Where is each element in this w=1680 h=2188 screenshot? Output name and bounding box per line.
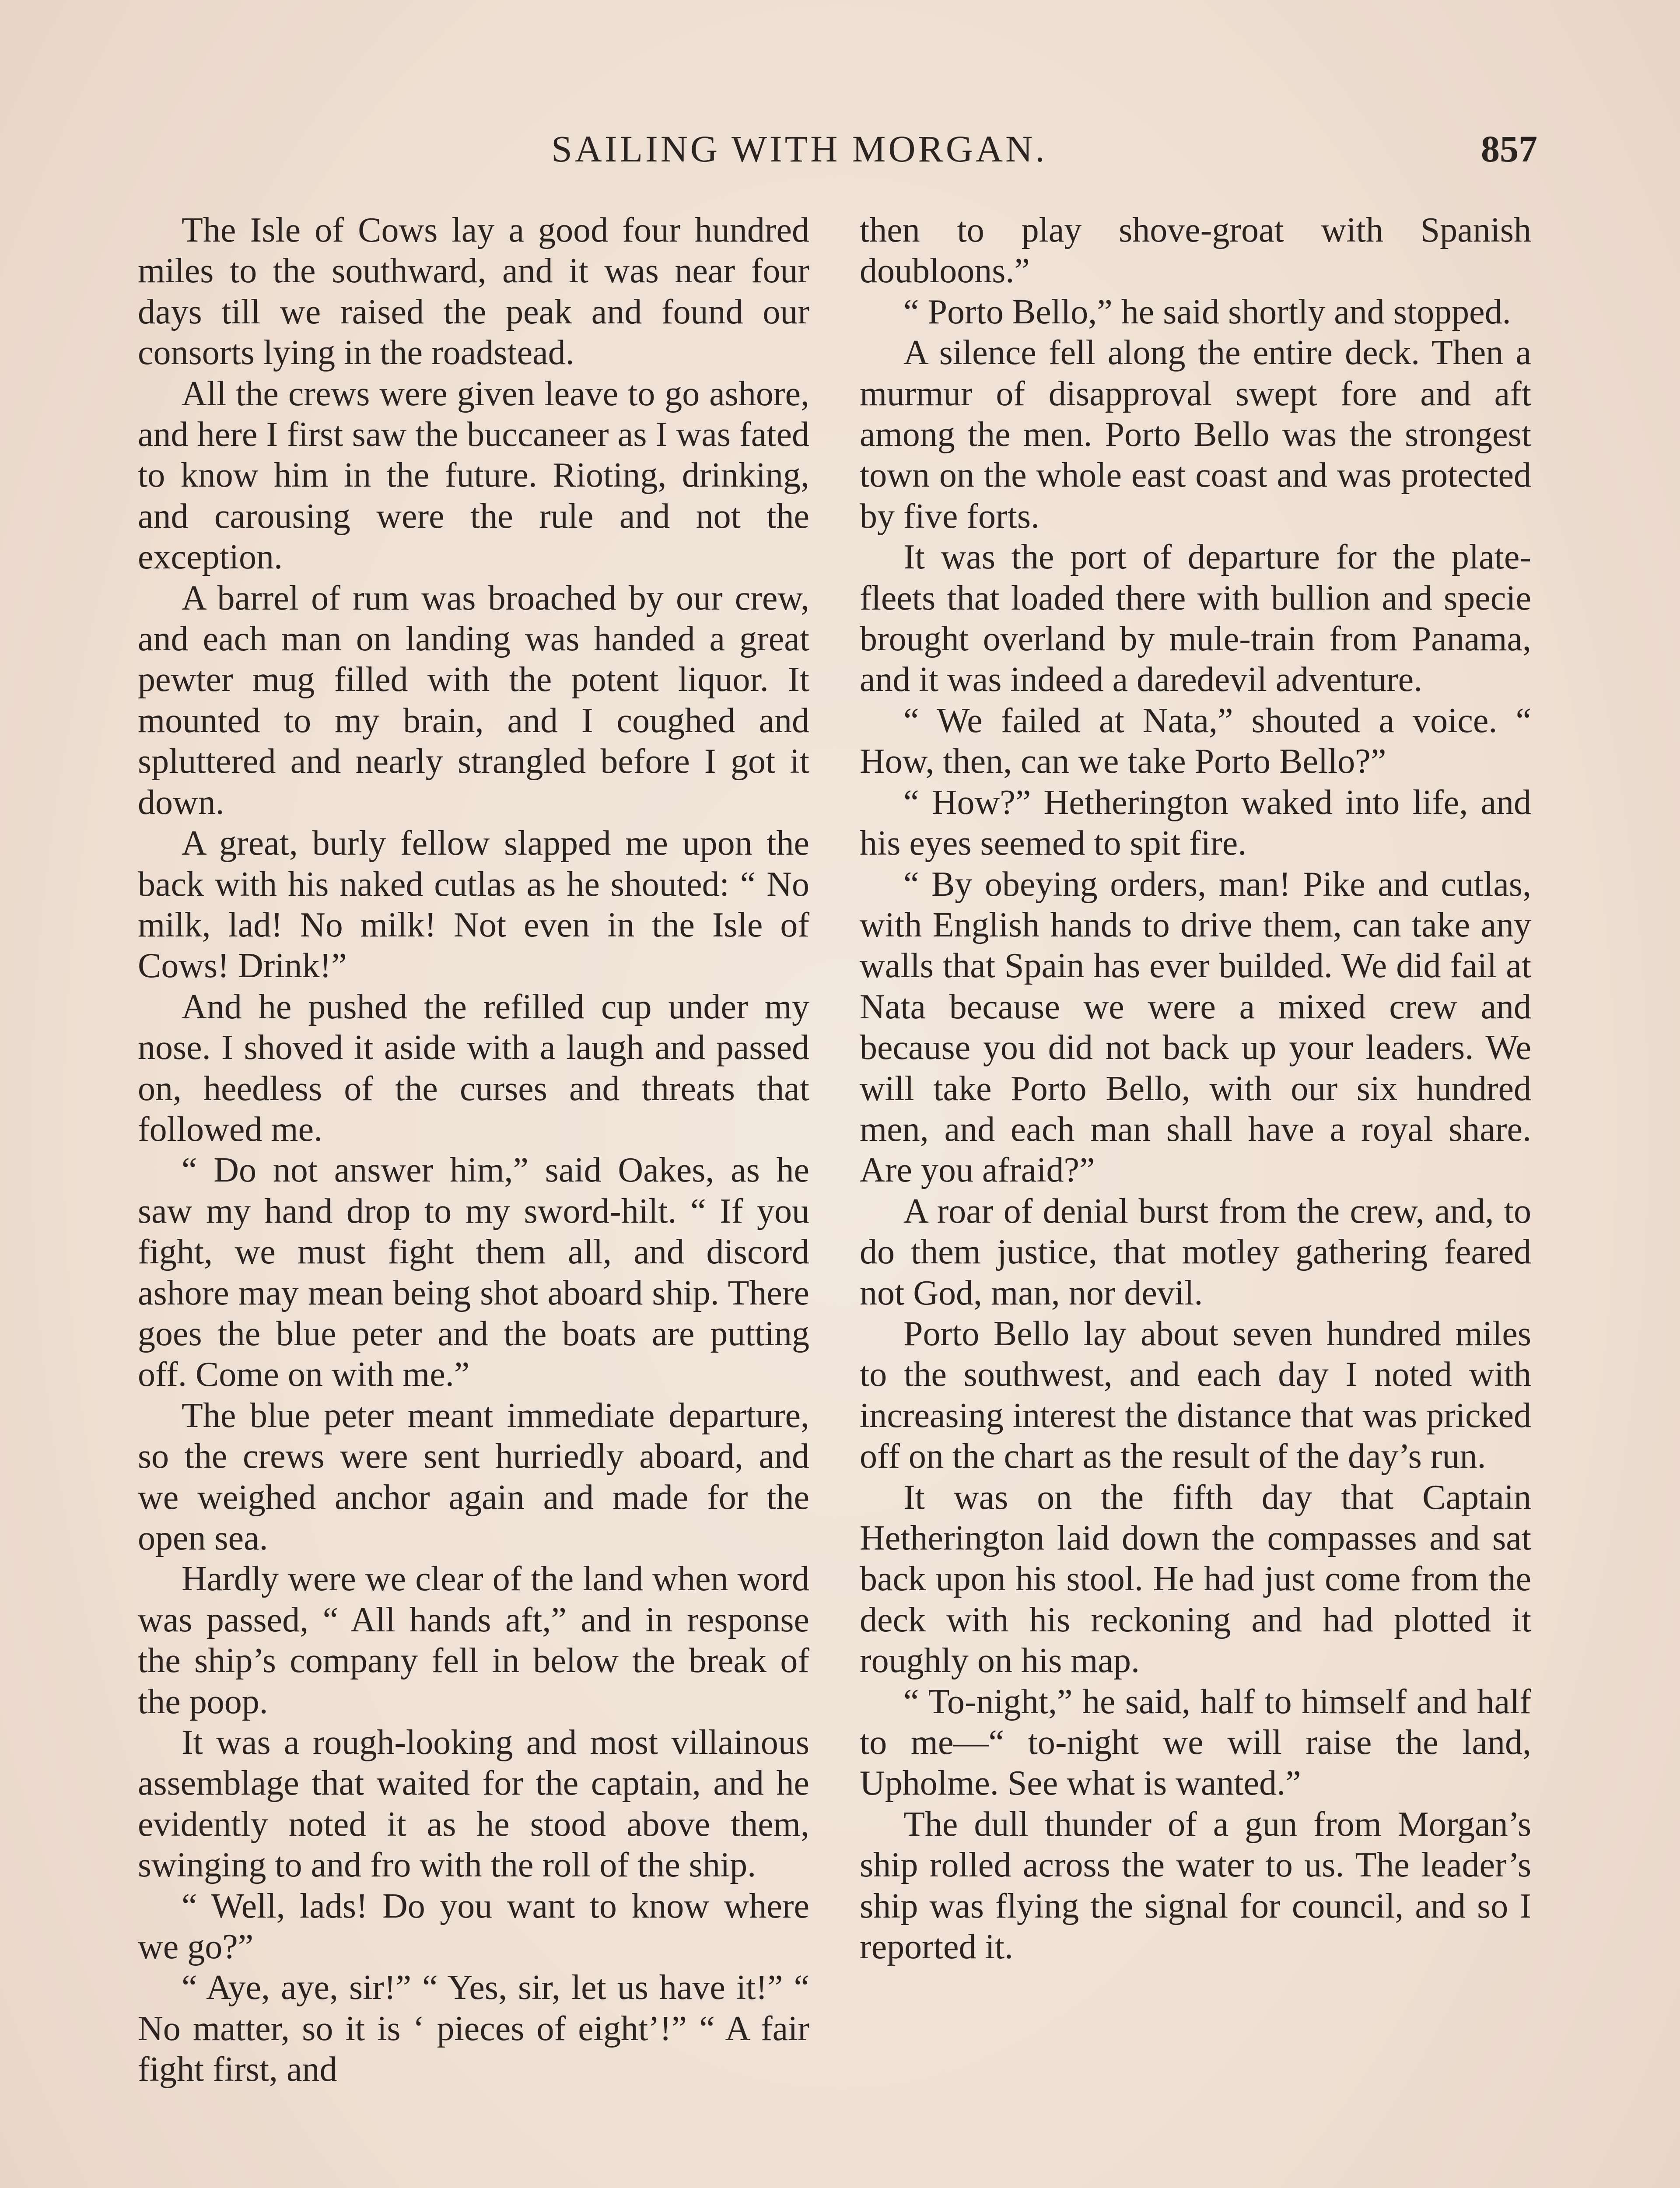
- paragraph: The Isle of Cows lay a good four hundred miles to the southward, and it was near four days till we raised the peak and found our consorts lying in the roadstead.: [138, 211, 809, 372]
- page-number: 857: [1481, 128, 1537, 170]
- paragraph: The blue peter meant immediate departure, so the crews were sent hurriedly aboard, and we weighed anchor again and made for the open sea.: [138, 1396, 809, 1557]
- paragraph: The dull thunder of a gun from Morgan’s ship rolled across the water to us. The leader’s ship was flying the signal for council, and so I reported it.: [860, 1805, 1531, 1967]
- paragraph: A great, burly fellow slapped me upon the back with his naked cutlas as he shouted: “ No milk, lad! No milk! Not even in the Isle of Cows! Drink!”: [138, 824, 809, 985]
- paragraph: It was a rough-looking and most villainous assemblage that waited for the captain, and he evidently noted it as he stood above them, swinging to and fro with the roll of the ship.: [138, 1723, 809, 1885]
- paragraph: “ We failed at Nata,” shouted a voice. “ How, then, can we take Porto Bello?”: [860, 701, 1531, 781]
- paragraph: All the crews were given leave to go ashore, and here I first saw the buccaneer as I was fated to know him in the future. Rioting, drinking, and carousing were the rule and not the exception.: [138, 374, 809, 577]
- running-title: SAILING WITH MORGAN.: [551, 128, 1047, 170]
- paragraph: “ By obeying orders, man! Pike and cutlas, with English hands to drive them, can take any walls that Spain has ever builded. We did fail at Nata because we were a mixed crew and because you did not back up your leaders. We will take Porto Bello, with our six hundred men, and each man shall have a royal share. Are you afraid?”: [860, 865, 1531, 1190]
- right-column: [860, 210, 1531, 2188]
- paragraph: “ To-night,” he said, half to himself and half to me—“ to-night we will raise the land, Upholme. See what is wanted.”: [860, 1682, 1531, 1803]
- paragraph: “ Porto Bello,” he said shortly and stopped.: [903, 292, 1511, 331]
- paragraph: “ How?” Hetherington waked into life, and his eyes seemed to spit fire.: [860, 783, 1531, 863]
- paragraph-continued: then to play shove-groat with Spanish doubloons.”: [860, 211, 1531, 291]
- paragraph: “ Well, lads! Do you want to know where we go?”: [138, 1886, 809, 1967]
- paragraph: A silence fell along the entire deck. Then a murmur of disapproval swept fore and aft among the men. Porto Bello was the strongest town on the whole east coast and was protected by five forts.: [860, 333, 1531, 536]
- paragraph: A roar of denial burst from the crew, and, to do them justice, that motley gathering feared not God, man, nor devil.: [860, 1192, 1531, 1312]
- paragraph: Porto Bello lay about seven hundred miles to the southwest, and each day I noted with increasing interest the distance that was pricked off on the chart as the result of the day’s run.: [860, 1314, 1531, 1476]
- paragraph: It was on the fifth day that Captain Hetherington laid down the compasses and sat back upon his stool. He had just come from the deck with his reckoning and had plotted it roughly on his map.: [860, 1478, 1531, 1680]
- paragraph: “ Aye, aye, sir!” “ Yes, sir, let us have it!” “ No matter, so it is ‘ pieces of eight’!” “ A fair fight first, and: [138, 1968, 809, 2089]
- left-column: [138, 210, 809, 2188]
- paragraph: “ Do not answer him,” said Oakes, as he saw my hand drop to my sword-hilt. “ If you fight, we must fight them all, and discord ashore may mean being shot aboard ship. There goes the blue peter and the boats are putting off. Come on with me.”: [138, 1151, 809, 1394]
- paragraph: It was the port of departure for the plate-fleets that loaded there with bullion and specie brought overland by mule-train from Panama, and it was indeed a daredevil adventure.: [860, 538, 1531, 699]
- page-header: [0, 127, 1680, 179]
- paragraph: A barrel of rum was broached by our crew, and each man on landing was handed a great pewter mug filled with the potent liquor. It mounted to my brain, and I coughed and spluttered and nearly strangled before I got it down.: [138, 579, 809, 822]
- paragraph: And he pushed the refilled cup under my nose. I shoved it aside with a laugh and passed on, heedless of the curses and threats that followed me.: [138, 987, 809, 1149]
- paragraph: Hardly were we clear of the land when word was passed, “ All hands aft,” and in response the ship’s company fell in below the break of the poop.: [138, 1560, 809, 1721]
